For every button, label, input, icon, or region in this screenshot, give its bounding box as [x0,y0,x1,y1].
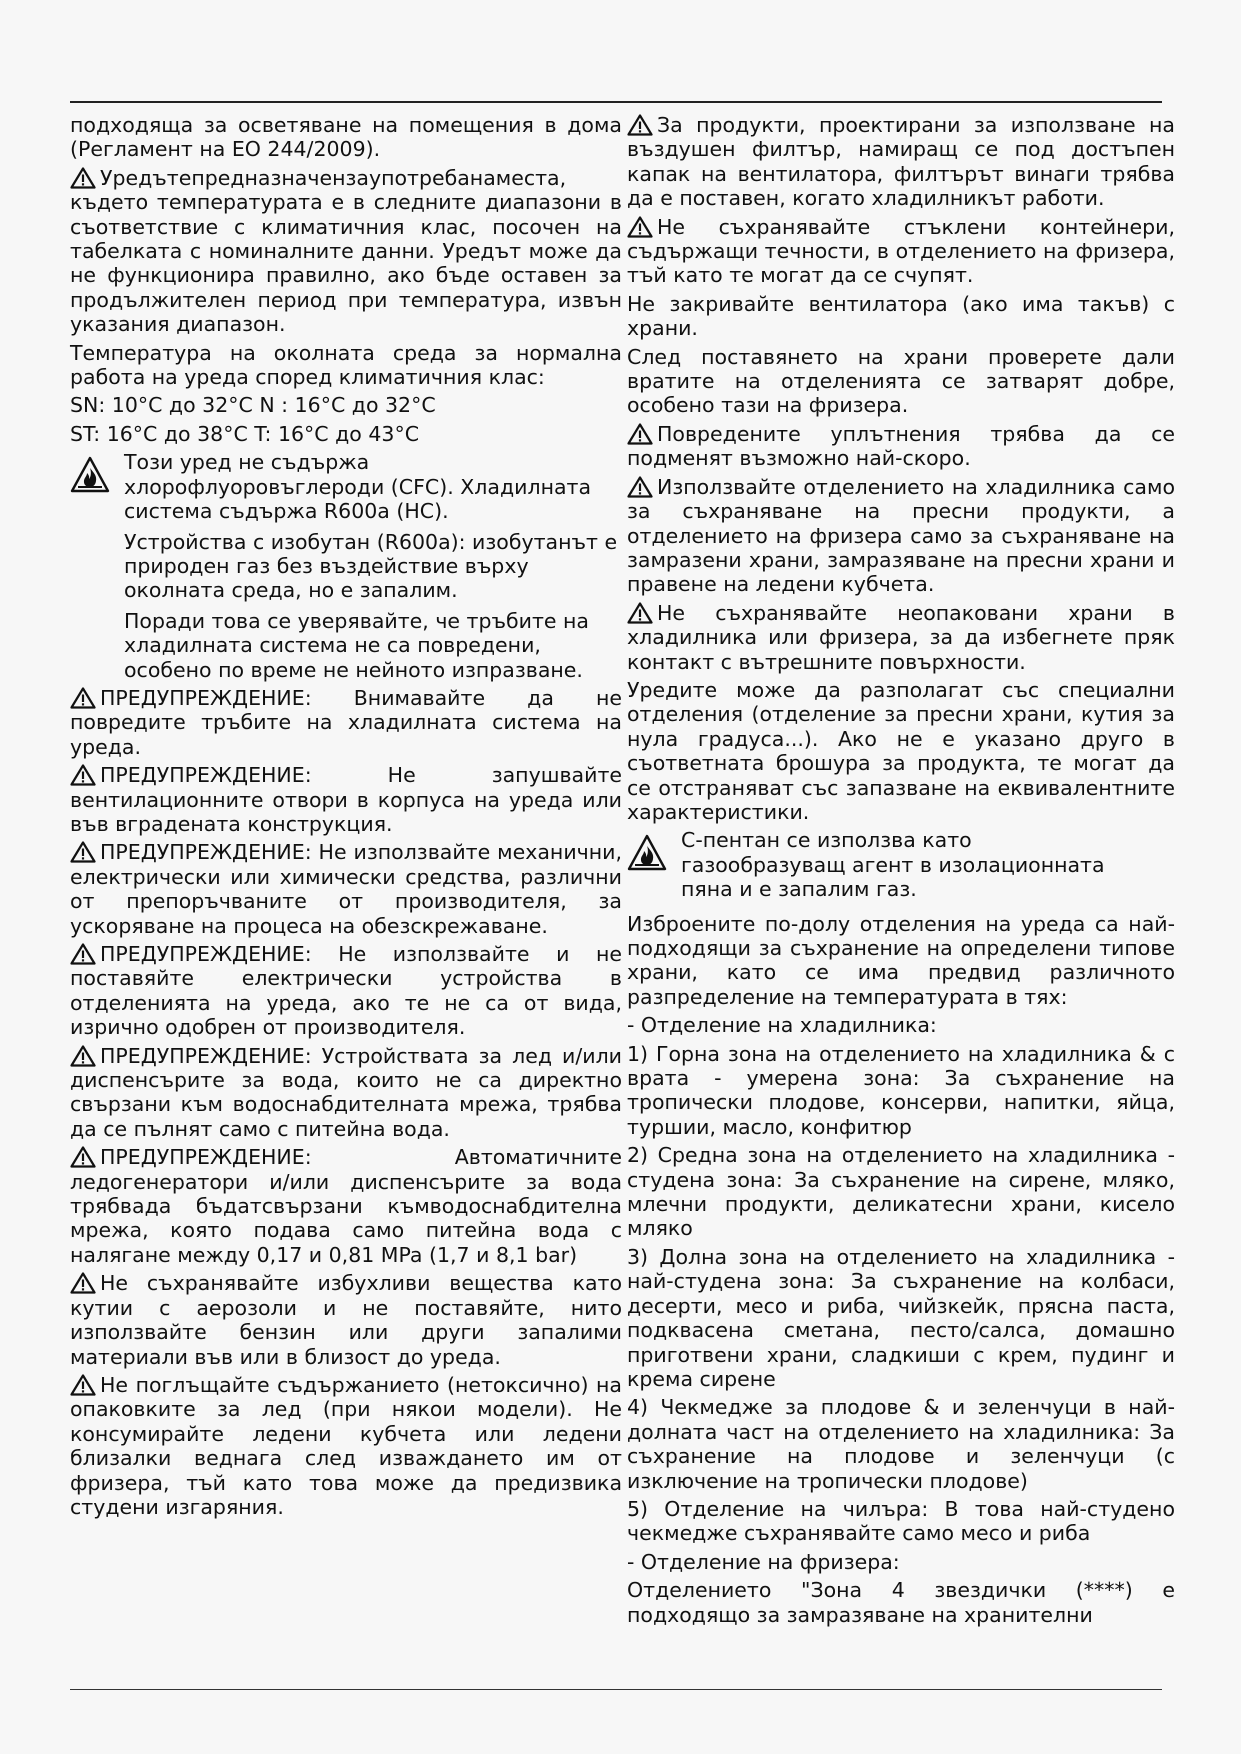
flammable-notice [627,828,1175,901]
flammable-notice [70,450,622,682]
warning-triangle-icon [627,423,653,443]
warning-triangle-icon [70,841,96,861]
paragraph: Уредите може да разполагат със специални отделения (отделение за пресни храни, кутия за нула градуса...). Ако не е указано друго в съответната брошура за продукта, те могат да се отстраняват със запазване на еквивалентните характеристики. [627,677,1175,824]
climate-class-line: SN: 10°C до 32°C N : 16°C до 32°C [70,393,436,418]
paragraph: Отделението "Зона 4 звездички (****) е подходящо за замразяване на хранителни [627,1578,1175,1627]
warning-paragraph [70,1044,622,1142]
flammable-text: Този уред не съдържа хлорофлуоровъглероди (CFC). Хладилната система съдържа R600a (HC). [124,450,592,524]
flammable-text: C-пентан се използва като газообразуващ агент в изолационната пяна и е запалим газ. [681,828,1105,902]
warning-text: ПРЕДУПРЕЖДЕНИЕ: Не запушвайте вентилационните отвори в корпуса на уреда или във вградената конструкция. [70,763,622,836]
flammable-text: Поради това се уверявайте, че тръбите на хладилната система не са повредени, особено по време не нейното изпразване. [124,608,589,682]
warning-text: ПРЕДУПРЕЖДЕНИЕ: Автоматичните ледогенератори и/или диспенсърите за вода трябвада бъдатсвързани къмводоснабдителна мрежа, която подава само питейна вода с налягане между 0,17 и 0,81 MPa (1,7 и 8,1 bar) [70,1145,622,1267]
warning-text: За продукти, проектирани за използване на въздушен филтър, намиращ се под достъпен капак на вентилатора, филтърът винаги трябва да е поставен, когато хладилникът работи. [627,113,1175,211]
warning-text: ПРЕДУПРЕЖДЕНИЕ: Не използвайте и не поставяйте електрически устройства в отделенията на уреда, ако те не са от вида, изрично одобрен от производителя. [70,942,622,1040]
warning-paragraph [70,763,622,836]
top-rule [70,101,1162,103]
warning-text: ПРЕДУПРЕЖДЕНИЕ: Устройствата за лед и/или диспенсърите за вода, които не са директно свързани към водоснабдителната мрежа, трябва да се пълнят само с питейна вода. [70,1043,622,1141]
warning-triangle-icon [627,114,653,134]
warning-paragraph [70,942,622,1040]
paragraph: Изброените по-долу отделения на уреда са най-подходящи за съхранение на определени типове храни, като се има предвид различното разпределение на температурата в тях: [627,911,1175,1009]
warning-triangle-icon [70,943,96,963]
list-item: 3) Долна зона на отделението на хладилника - най-студена зона: За съхранение на колбаси, десерти, месо и риба, чийзкейк, прясна паста, подквасена сметана, песто/салса, домашно приготвени храни, сладкиши с крем, пудинг и крема сирене [627,1244,1175,1391]
warning-text: ПРЕДУПРЕЖДЕНИЕ: Не използвайте механични, електрически или химически средства, различни от препоръчваните от производителя, за ускоряване на процеса на обезскрежаване. [70,840,622,938]
flammable-warning-icon [627,834,681,872]
warning-triangle-icon [70,1146,96,1166]
warning-text: ПРЕДУПРЕЖДЕНИЕ: Внимавайте да не повредите тръбите на хладилната система на уреда. [70,685,622,759]
warning-paragraph [627,422,1175,471]
climate-class-line: ST: 16°C до 38°C T: 16°C до 43°C [70,421,420,446]
warning-triangle-icon [627,602,653,622]
warning-paragraph [627,113,1175,211]
warning-text: Не съхранявайте стъклени контейнери, съдържащи течности, в отделението на фризера, тъй като те могат да се счупят. [627,214,1175,288]
list-item: 5) Отделение на чилъра: В това най-студено чекмедже съхранявайте само месо и риба [627,1496,1175,1546]
warning-triangle-icon [70,687,96,707]
warning-text: Уредътепредназначензаупотребанаместа, където температурата е в следните диапазони в съответствие с климатичния клас, посочен на табелката с номиналните данни. Уредът може да не функционира правилно, ако бъде оставен за продължителен период при температура, извън указания диапазон. [70,165,622,337]
warning-text: Не поглъщайте съдържанието (нетоксично) на опаковките за лед (при някои модели). Не консумирайте ледени кубчета или ледени близалки веднага след изваждането им от фризера, тъй като това може да предизвика студени изгаряния. [70,1372,622,1519]
warning-text: Използвайте отделението на хладилника само за съхраняване на пресни продукти, а отделението на фризера само за съхраняване на замразени храни, замразяване на пресни храни и правене на ледени кубчета. [627,474,1175,597]
warning-triangle-icon [627,216,653,236]
warning-paragraph [70,840,622,938]
warning-triangle-icon [70,1272,96,1292]
paragraph: Не закривайте вентилатора (ако има такъв) с храни. [627,291,1175,341]
warning-paragraph [70,166,622,337]
warning-triangle-icon [70,1045,96,1065]
bottom-rule [70,1689,1162,1690]
warning-paragraph [70,686,622,759]
warning-triangle-icon [70,764,96,784]
warning-text: Не съхранявайте избухливи вещества като кутии с аерозоли и не поставяйте, нито използвайте бензин или други запалими материали във или в близост до уреда. [70,1271,622,1369]
warning-paragraph [627,475,1175,597]
warning-triangle-icon [70,1374,96,1394]
warning-text: Не съхранявайте неопаковани храни в хладилника или фризера, за да избегнете пряк контакт с вътрешните повърхности. [627,600,1175,674]
warning-triangle-icon [70,167,96,187]
section-heading: - Отделение на хладилника: [627,1013,937,1038]
flammable-text: Устройства с изобутан (R600a): изобутанът е природен газ без въздействие върху околната среда, но е запалим. [124,529,618,603]
warning-triangle-icon [627,476,653,496]
right-column [627,113,1175,1631]
warning-paragraph [70,1373,622,1519]
list-item: 1) Горна зона на отделението на хладилника & с врата - умерена зона: За съхранение на тропически плодове, консерви, напитки, яйца, туршии, масло, конфитюр [627,1041,1175,1139]
flammable-warning-icon [70,456,124,494]
left-column [70,113,622,1523]
paragraph: Температура на околната среда за нормална работа на уреда според климатичния клас: [70,340,622,390]
paragraph: подходяща за осветяване на помещения в дома (Регламент на ЕО 244/2009). [70,113,622,162]
warning-paragraph [627,601,1175,674]
list-item: 2) Средна зона на отделението на хладилника - студена зона: За съхранение на сирене, мляко, млечни продукти, деликатесни храни, кисело мляко [627,1143,1175,1241]
warning-text: Повредените уплътнения трябва да се подменят възможно най-скоро. [627,421,1175,471]
warning-paragraph [70,1145,622,1267]
warning-paragraph [70,1271,622,1369]
warning-paragraph [627,215,1175,288]
section-heading: - Отделение на фризера: [627,1549,900,1574]
paragraph: След поставянето на храни проверете дали вратите на отделенията се затварят добре, особено тази на фризера. [627,344,1175,418]
list-item: 4) Чекмедже за плодове & и зеленчуци в най-долната част на отделението на хладилника: За съхранение на плодове и зеленчуци (с изключение на тропически плодове) [627,1395,1175,1493]
